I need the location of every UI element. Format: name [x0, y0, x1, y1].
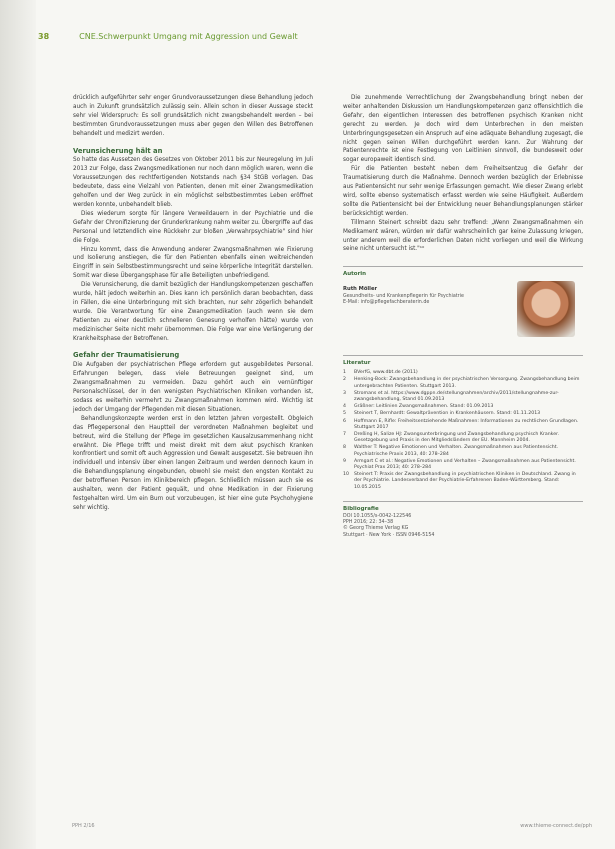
- reference-text: Steinert T: Praxis der Zwangsbehandlung in psychiatrischen Kliniken in Deutschland. Zwang in der Psychiatrie. Landesverband der Psychiatrie-Erfahrenen Baden-Württemberg. Stand: 10.05.2015: [354, 472, 576, 490]
- paragraph: Für die Patienten besteht neben dem Freiheitsentzug die Gefahr der Traumatisierung durch die Maßnahme. Dennoch werden bezüglich der Erlebnisse aus Patientensicht nur sehr wenige Erfassungen gemacht. Wie dieser Zwang erlebt wird, sollte ebenso systematisch erfasst werden wie seine Häufigkeit. Außerdem sollte die Patientensicht bei der Entwicklung neuer Behandlungsplanungen stärker berücksichtigt werden.: [343, 166, 583, 217]
- reference-item: [343, 370, 583, 376]
- author-section-title: Autorin: [343, 266, 583, 279]
- paragraph: Die Verunsicherung, die damit bezüglich der Handlungskompetenzen geschaffen wurde, hält jedoch weiterhin an. Dies kann ich persönlich daran beobachten, dass in Fällen, die eine Unterbringung mit sich brachten, nur sehr zögerlich behandelt wurde. Die Verantwortung für eine Zwangsmedikation (auch wenn sie dem Patienten zu einer deutlich schnelleren Genesung verholfen hätte) wurde von medizinischer Seite nicht mehr übernommen. Die Folge war eine Verlängerung der Krankheitsphase der Betroffenen.: [73, 282, 313, 342]
- page-header: [38, 30, 598, 42]
- reference-number: 9: [343, 458, 346, 464]
- author-box: [343, 285, 583, 345]
- bibliography-line: PPH 2016; 22: 34–38: [343, 519, 394, 525]
- paragraph: Behandlungskonzepte werden erst in den letzten Jahren vorgestellt. Obgleich das Pflegepersonal den Hauptteil der verordneten Maßnahmen begleitet und betreut, wird die Stellung der Pflege im gesetzlichen Kausalzusammenhang nicht erwähnt. Die Pflege trifft und meist direkt mit dem akut psychisch Kranken konfrontiert und somit oft auch Aggression und Gewalt ausgesetzt. Sie betreuen ihn individuell und intensiv über einen langen Zeitraum und werden dennoch kaum in die Behandlungsplanung eingebunden, obwohl sie meist den engsten Kontakt zu der betroffenen Person im Klinikbereich pflegen. Schließlich müssen auch sie es aushalten, wenn der Patient gequält, und ohne Medikation in der Fixierung festgehalten wird. Um ein Burn out vorzubeugen, ist hier eine gute Psychohygiene sehr wichtig.: [73, 415, 313, 511]
- reference-number: 7: [343, 431, 346, 437]
- paragraph: Die zunehmende Verrechtlichung der Zwangsbehandlung bringt neben der weiter anhaltenden Diskussion um Handlungskompetenzen ganz offensichtlich die Gefahr, den eigentlichen Interessen des betroffenen psychisch Kranken nicht gerecht zu werden. Je doch wird dem Unterbrechen in den meisten Unterbringungsgesetzen ein Anspruch auf eine adäquate Behandlung zugesagt, die nicht gegen seinen Willen durchgeführt werden kann. Zur Wahrung der Patientenrechte ist eine Festlegung von Leitlinien sinnvoll, die bundesweit oder sogar europaweit identisch sind.: [343, 95, 583, 164]
- reference-number: 5: [343, 411, 346, 417]
- reference-item: [343, 377, 583, 389]
- footer-issue: PPH 2/16: [72, 823, 95, 829]
- reference-number: 10: [343, 472, 349, 478]
- reference-item: [343, 391, 583, 403]
- right-column: [343, 94, 583, 539]
- reference-text: Stromans et al. https://www.dgppn.de/stellungnahmen/archiv/2011/stellungnahme-zur-zwangsbehandlung, Stand 01.09.2013: [354, 390, 559, 402]
- reference-text: Steinert T, Bernhardt: Gewaltprävention in Krankenhäusern. Stand: 01.11.2013: [354, 411, 541, 417]
- reference-text: Walther T: Negative Emotionen und Verhalten. Zwangsmaßnahmen aus Patientensicht. Psychiatrische Praxis 2013, 40: 278–284: [354, 445, 559, 457]
- author-photo: [517, 281, 575, 337]
- paragraph: Hinzu kommt, dass die Anwendung anderer Zwangsmaßnahmen wie Fixierung und Isolierung anstiegen, die für den Patienten ebenfalls einen weitreichenden Eingriff in sein Selbstbestimmungsrecht und seine körperliche Integrität darstellen. Somit war diese Übergangsphase für alle Beteiligten unbefriedigend.: [73, 246, 313, 280]
- journal-page: [36, 0, 615, 849]
- reference-number: 8: [343, 445, 346, 451]
- reference-number: 3: [343, 390, 346, 396]
- author-email: E-Mail: info@pflegefachberaterin.de: [343, 300, 430, 306]
- bibliography-line: DOI 10.1055/s-0042-122546: [343, 513, 412, 519]
- reference-text: Henking-Bock: Zwangsbehandlung in der psychiatrischen Versorgung. Zwangsbehandlung beim untergebrachten Patienten. Stuttgart 2013.: [354, 377, 580, 389]
- paragraph: Dies wiederum sorgte für längere Verweildauern in der Psychiatrie und die Gefahr der Chronifizierung der Grunderkrankung nahm weiter zu. Übergriffe auf das Personal und letztendlich eine Rückkehr zur bloßen „Verwahrpsychiatrie" sind hier die Folge.: [73, 210, 313, 244]
- reference-item: [343, 411, 583, 417]
- bibliography-line: Stuttgart · New York · ISSN 0946-5154: [343, 532, 435, 538]
- reference-number: 4: [343, 404, 346, 410]
- reference-text: Armgart C et al.: Negative Emotionen und Verhalten – Zwangsmaßnahmen aus Patientensicht. Psychiat Prax 2013; 40: 278–284: [354, 458, 576, 470]
- reference-list: [343, 370, 583, 491]
- paragraph: Die Aufgaben der psychiatrischen Pflege erfordern gut ausgebildetes Personal. Erfahrungen belegen, dass viele Betreuungen geeignet sind, um Zwangsmaßnahmen zu vermeiden. Dazu gehört auch ein vernünftiger Personalschlüssel, der in den wenigsten Psychiatrischen Kliniken vorhanden ist, sodass es weiterhin vermehrt zu Zwangsmaßnahmen kommen wird. Wichtig ist jedoch der Umgang der Pflegenden mit diesen Situationen.: [73, 362, 313, 413]
- author-role: Gesundheits- und Krankenpflegerin für Psychiatrie: [343, 294, 464, 300]
- reference-item: [343, 404, 583, 410]
- left-column: [73, 94, 313, 513]
- reference-text: Gräßner: Leitlinien Zwangsmaßnahmen. Stand: 01.09.2013: [354, 404, 494, 410]
- page-number: 38: [38, 31, 50, 41]
- literature-title: Literatur: [343, 355, 583, 368]
- reference-item: [343, 459, 583, 471]
- reference-text: BVerfG, www.dbt.de (2011): [354, 370, 418, 376]
- page-footer: [72, 823, 592, 831]
- bibliography-line: © Georg Thieme Verlag KG: [343, 526, 409, 532]
- running-title: CNE.Schwerpunkt Umgang mit Aggression und Gewalt: [79, 31, 298, 41]
- reference-item: [343, 472, 583, 491]
- reference-item: [343, 432, 583, 444]
- heading-verunsicherung: Verunsicherung hält an: [73, 146, 163, 155]
- author-name: Ruth Möller: [343, 286, 378, 293]
- paragraph: So hatte das Aussetzen des Gesetzes von Oktober 2011 bis zur Neuregelung im Juli 2013 zur Folge, dass Zwangsmedikationen nur noch dann möglich waren, wenn die Voraussetzungen des rechtfertigenden Notstands nach §34 StGB vorlagen. Das bedeutete, dass eine Vielzahl von Patienten, denen mit einer Zwangsmedikation geholfen und der Weg zurück in ein möglichst selbstbestimmtes Leben eröffnet werden konnte, unbehandelt blieb.: [73, 157, 313, 208]
- intro-paragraph: drücklich aufgeführter sehr enger Grundvoraussetzungen diese Behandlung jedoch auch in Zukunft grundsätzlich zulässig sein. Allein schon in dieser Aussage steckt sehr viel Widerspruch: Es soll grundsätzlich nicht zwangsbehandelt werden – bei bestimmten Grundvoraussetzungen muss aber gegen den Willen des Betroffenen behandelt und medizirt werden.: [73, 95, 313, 137]
- reference-number: 2: [343, 377, 346, 383]
- reference-number: 1: [343, 370, 346, 376]
- reference-item: [343, 419, 583, 431]
- reference-item: [343, 445, 583, 457]
- reference-number: 6: [343, 418, 346, 424]
- quote-paragraph: Tillmann Steinert schreibt dazu sehr treffend: „Wenn Zwangsmaßnahmen ein Medikament wären, würden wir dafür wahrscheinlich gar keine Zulassung kriegen, unter anderem weil die erforderlichen Daten nicht vorliegen und weil die Wirkung seine nicht untersucht ist."¹⁰: [343, 219, 583, 253]
- reference-text: Hoffmann E, Rifle: Freiheitsentziehende Maßnahmen: Informationen zu rechtlichen Grundlagen. Stuttgart 2017: [354, 418, 579, 430]
- heading-traumatisierung: Gefahr der Traumatisierung: [73, 351, 180, 360]
- reference-text: Dreßing H, Salize HJ: Zwangsunterbringung und Zwangsbehandlung psychisch Kranker. Gesetzgebung und Praxis in den Mitgliedsländern der EU. Mannheim 2004.: [354, 431, 560, 444]
- scan-margin: [0, 0, 36, 849]
- bibliography-list: [343, 514, 583, 539]
- bibliography-title: Bibliografie: [343, 501, 583, 514]
- footer-url: www.thieme-connect.de/pph: [520, 823, 592, 829]
